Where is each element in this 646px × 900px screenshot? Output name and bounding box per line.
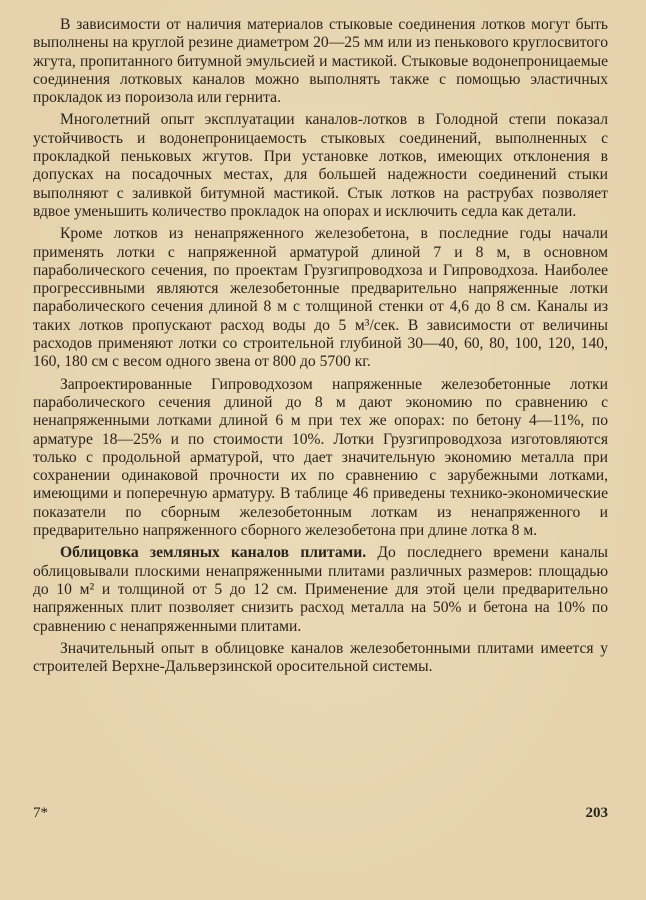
paragraph-text: Кроме лотков из ненапряженного железобетона, в последние годы начали применять лотки с напряженной арматурой длиной 7 и 8 м, в основном параболического сечения, по проектам Грузгипроводхоза и Гипроводхоза. Наиболее прогрессивными являются железобетонные предварительно напряженные лотки параболического сечения длиной 8 м с толщиной стенки от 4,6 до 8 см. Каналы из таких лотков пропускают расход воды до 5 м³/сек. В зависимости от величины расходов применяют лотки со строительной глубиной 30—40, 60, 80, 100, 120, 140, 160, 180 см с весом одного звена от 800 до 5700 кг.: [33, 225, 608, 371]
paragraph-joint-materials: [33, 16, 608, 107]
page-footer: [33, 805, 608, 825]
paragraph-text: В зависимости от наличия материалов стыковые соединения лотков могут быть выполнены на круглой резине диаметром 20—25 мм или из пенькового круглосвитого жгута, пропитанного битумной эмульсией и мастикой. Стыковые водонепроницаемые соединения лотковых каналов можно выполнять также с помощью эластичных прокладок из пороизола или гернита.: [33, 16, 608, 107]
sheet-signature: 7*: [33, 805, 48, 821]
paragraph-golodnaya-steppe-experience: [33, 111, 608, 221]
page-number: 203: [585, 805, 608, 821]
paragraph-slab-lining: [33, 544, 608, 635]
paragraph-text: Многолетний опыт эксплуатации каналов-лотков в Голодной степи показал устойчивость и водонепроницаемость стыковых соединений, выполненных с прокладкой пеньковых жгутов. При установке лотков, имеющих отклонения в допусках на посадочных местах, для большей надежности соединений стыки выполняют с заливкой битумной мастикой. Стык лотков на раструбах позволяет вдвое уменьшить количество прокладок на опорах и исключить седла как детали.: [33, 111, 608, 220]
page-body: [33, 16, 608, 676]
section-run-in-heading: Облицовка земляных каналов плитами.: [60, 544, 367, 562]
paragraph-dalverzin-experience: [33, 640, 608, 677]
paragraph-text: Значительный опыт в облицовке каналов железобетонными плитами имеется у строителей Верхне-Дальверзинской оросительной системы.: [33, 639, 608, 676]
paragraph-text: Запроектированные Гипроводхозом напряженные железобетонные лотки параболического сечения длиной до 8 м дают экономию по сравнению с ненапряженными лотками длиной 6 м при тех же опорах: по бетону 4—11%, по арматуре 18—25% и по стоимости 10%. Лотки Грузгипроводхоза изготовляются только с продольной арматурой, что дает значительную экономию металла при сохранении одинаковой прочности их по сравнению с зарубежными лотками, имеющими и поперечную арматуру. В таблице 46 приведены технико-экономические показатели по сборным железобетонным лоткам из ненапряженного и предварительно напряженного сборного железобетона при длине лотка 8 м.: [33, 375, 608, 540]
paragraph-prestressed-flumes: [33, 225, 608, 371]
paragraph-economy-comparison: [33, 376, 608, 541]
paragraph-text: До последнего времени каналы облицовывали плоскими ненапряженными плитами различных размеров: площадью до 10 м² и толщиной от 5 до 12 см. Применение для этой цели предварительно напряженных плит позволяет снизить расход металла на 50% и бетона на 10% по сравнению с ненапряженными плитами.: [33, 544, 608, 635]
